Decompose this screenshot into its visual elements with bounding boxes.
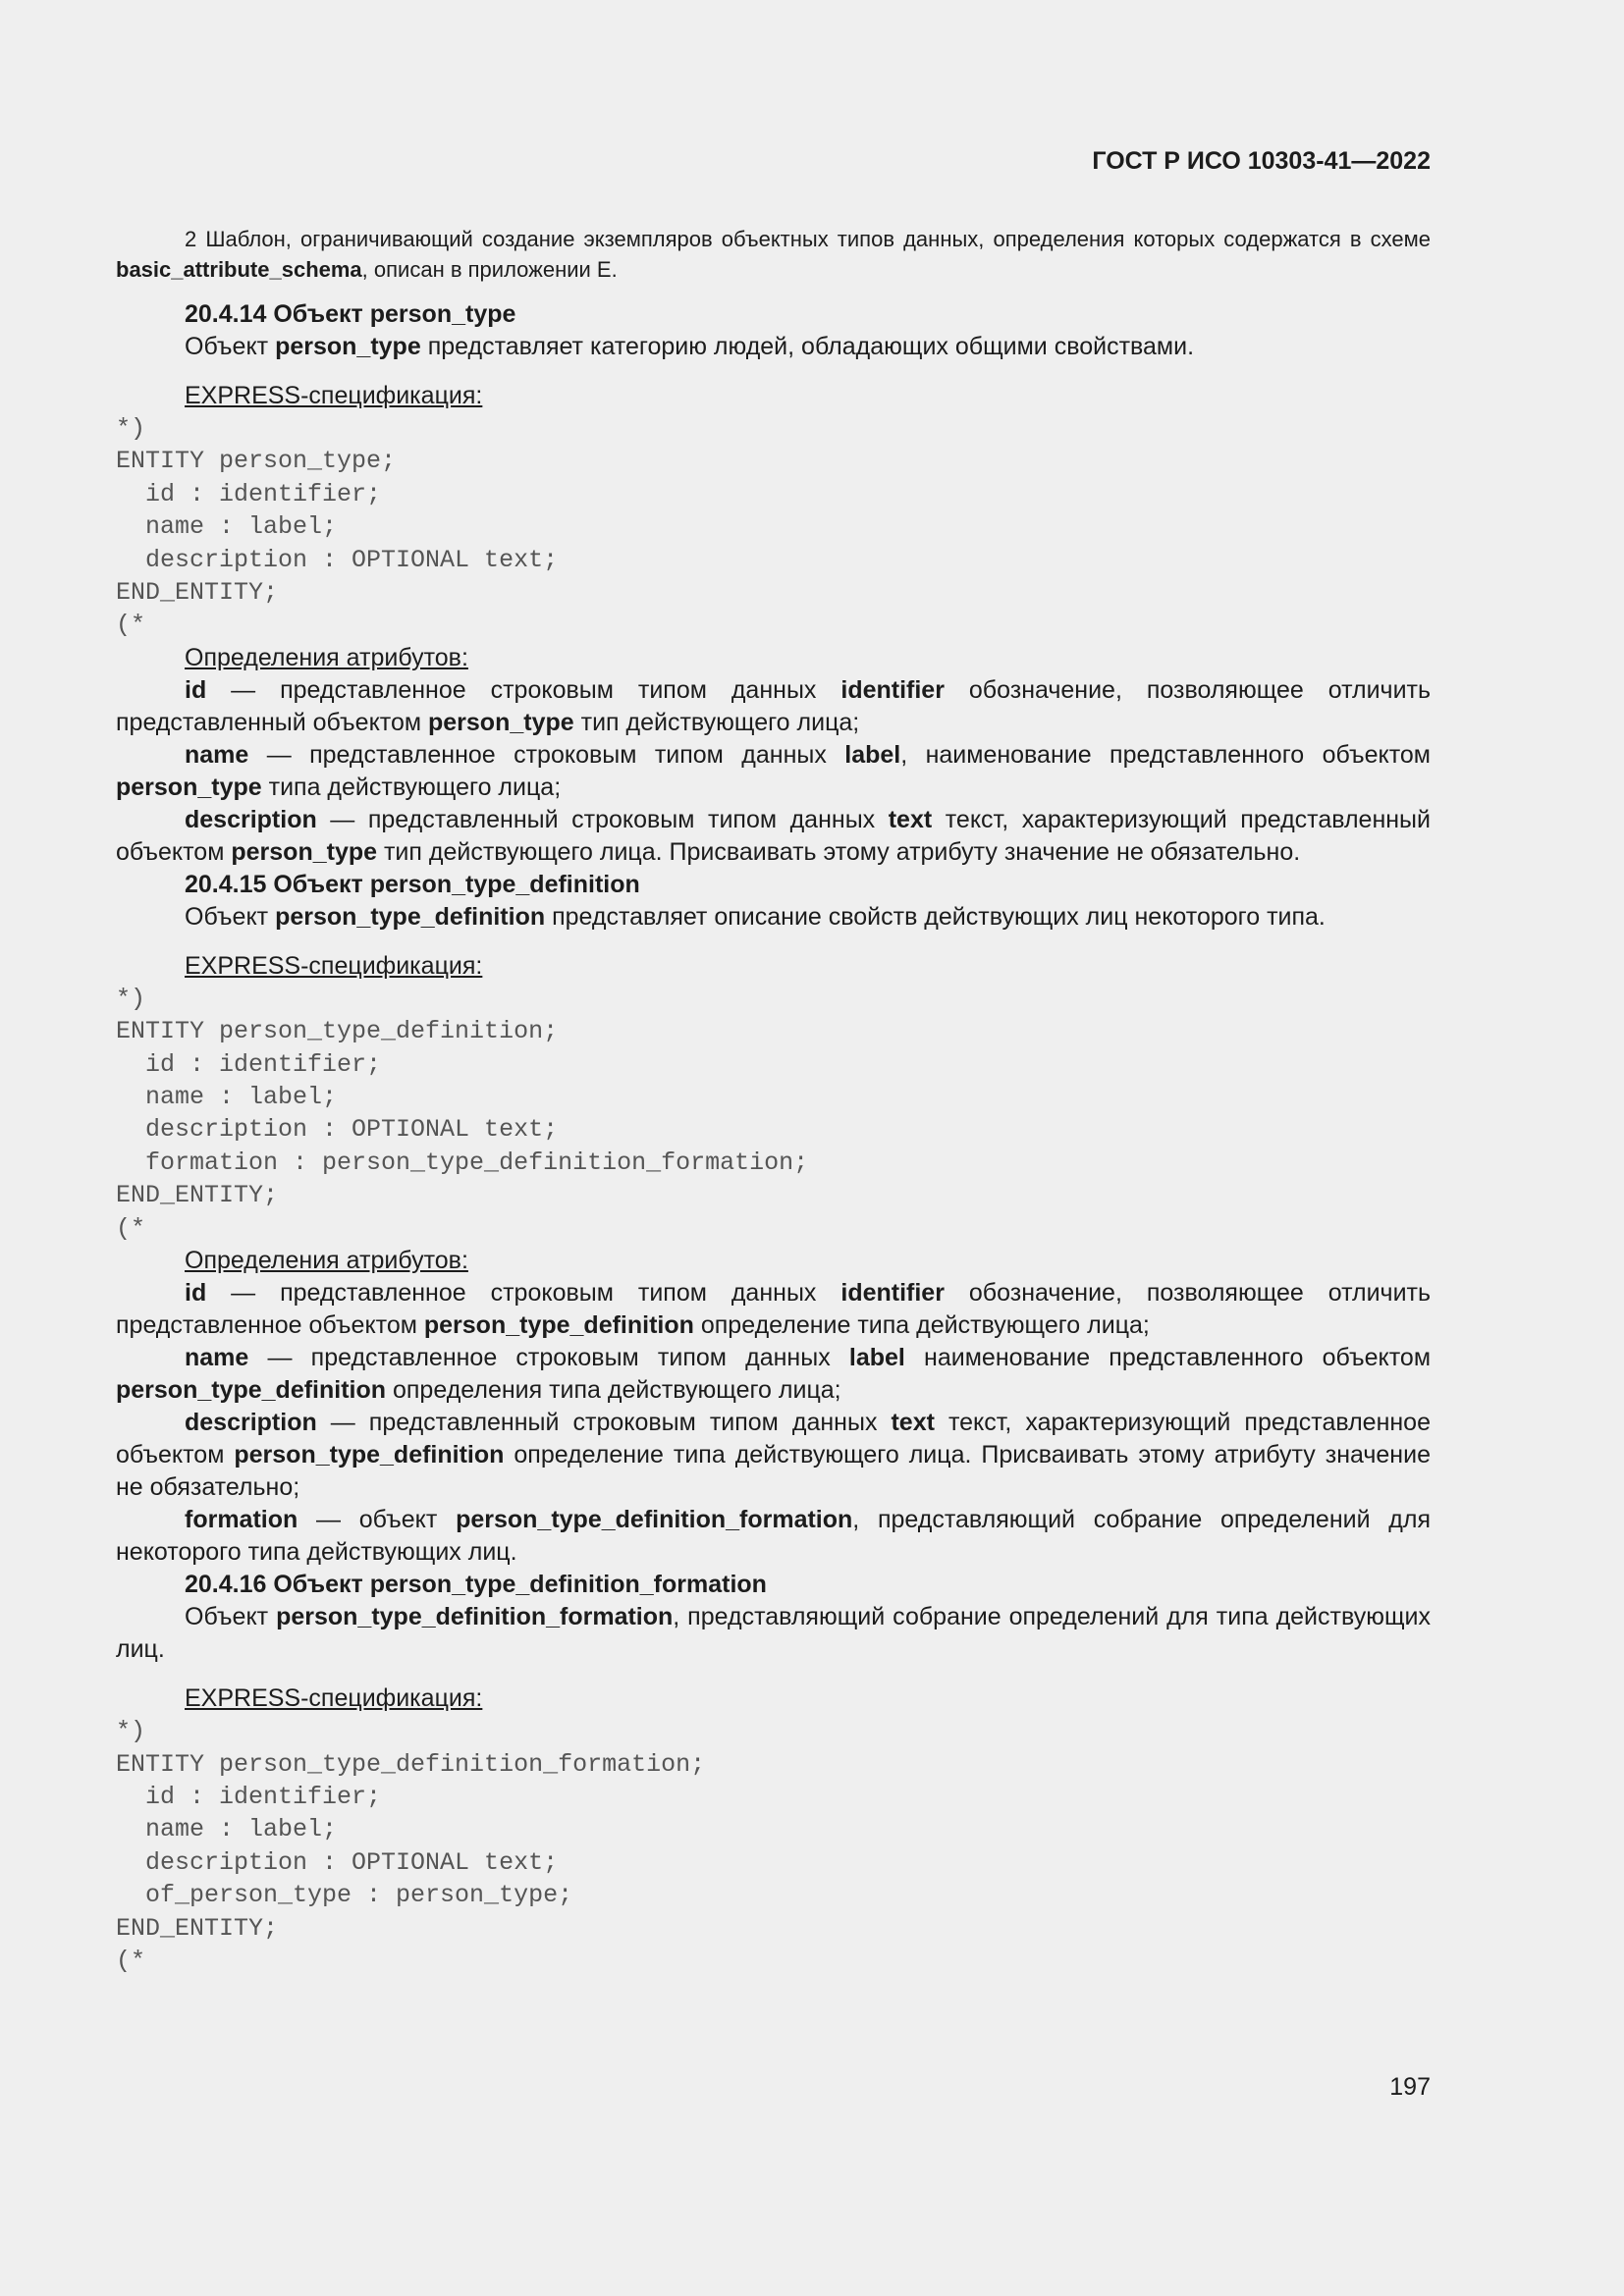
- attr-text: тип действующего лица. Присваивать этому атрибуту значение не обязательно.: [377, 837, 1301, 866]
- section-heading-20-4-14: 20.4.14 Объект person_type: [185, 300, 516, 328]
- attr-entity: person_type: [231, 837, 378, 866]
- section-intro: [116, 1601, 1431, 1666]
- attr-text: определения типа действующего лица;: [386, 1376, 841, 1405]
- intro-term: person_type: [275, 333, 421, 360]
- express-label-text: EXPRESS-спецификация:: [185, 1684, 483, 1713]
- attr-text: , представляющий собрание определений для некоторого типа действующих лиц.: [116, 1506, 1431, 1567]
- attr-text: — представленное строковым типом данных: [248, 740, 845, 769]
- attr-text: — объект: [298, 1506, 457, 1534]
- note-text-end: , описан в приложении E.: [361, 257, 618, 282]
- attr-label-text: Определения атрибутов:: [185, 643, 468, 671]
- attr-text: — представленное строковым типом данных: [248, 1344, 849, 1372]
- attr-text: тип действующего лица;: [573, 708, 860, 736]
- attr-label-text: Определения атрибутов:: [185, 1247, 468, 1275]
- attr-name: id: [185, 675, 207, 704]
- attr-text: — представленное строковым типом данных: [206, 675, 841, 704]
- attr-entity: person_type: [116, 773, 262, 801]
- express-label: [116, 1682, 1431, 1715]
- attr-entity: person_type_definition_formation: [456, 1506, 853, 1534]
- attr-name: id: [185, 1279, 207, 1308]
- attr-type: label: [848, 1344, 905, 1372]
- express-code-block: *) ENTITY person_type; id : identifier; name : label; description : OPTIONAL text; END_ENTITY; (*: [116, 414, 559, 640]
- attr-text: определение типа действующего лица;: [693, 1311, 1150, 1340]
- attr-text: наименование представленного объектом: [904, 1344, 1432, 1372]
- attr-text: текст, характеризующий представленный объектом: [116, 805, 1431, 866]
- attr-text: определение типа действующего лица. Присваивать этому атрибуту значение не обязательно;: [116, 1441, 1431, 1502]
- section-heading-20-4-15: 20.4.15 Объект person_type_definition: [185, 870, 640, 898]
- standard-designation: ГОСТ Р ИСО 10303-41—2022: [1092, 147, 1431, 175]
- attr-text: — представленный строковым типом данных: [316, 805, 889, 833]
- express-label: [116, 380, 1431, 412]
- attr-definitions-label: [116, 1245, 1431, 1277]
- attr-entity: person_type_definition: [116, 1376, 387, 1405]
- attr-text: обозначение, позволяющее отличить представленное объектом: [116, 1279, 1432, 1340]
- intro-term: person_type_definition: [275, 902, 546, 931]
- attr-text: типа действующего лица;: [261, 773, 562, 801]
- attr-text: обозначение, позволяющее отличить представленный объектом: [116, 675, 1432, 736]
- attr-name: name: [185, 740, 249, 769]
- page-number: 197: [1389, 2073, 1431, 2101]
- attr-type: label: [844, 740, 901, 769]
- attr-type: identifier: [840, 675, 945, 704]
- page-content: [116, 224, 1431, 1977]
- attr-def-description: [116, 1407, 1431, 1504]
- attr-name: formation: [185, 1506, 298, 1534]
- attr-entity: person_type_definition: [423, 1311, 694, 1340]
- attr-text: , наименование представленного объектом: [900, 740, 1431, 769]
- attr-text: — представленный строковым типом данных: [316, 1409, 892, 1437]
- attr-definitions-label: [116, 642, 1431, 674]
- attr-def-name: [116, 1342, 1431, 1407]
- attr-type: text: [891, 1409, 935, 1437]
- attr-type: identifier: [840, 1279, 945, 1308]
- express-code-block: *) ENTITY person_type_definition; id : identifier; name : label; description : OPTIONAL text; formation : person_type_definition_formation; END_ENTITY; (*: [116, 984, 809, 1243]
- intro-text-end: представляет категорию людей, обладающих общими свойствами.: [420, 333, 1195, 360]
- intro-text: Объект: [185, 902, 276, 931]
- section-heading-20-4-16: 20.4.16 Объект person_type_definition_formation: [185, 1571, 767, 1599]
- intro-term: person_type_definition_formation: [276, 1603, 674, 1631]
- attr-def-formation: [116, 1504, 1431, 1569]
- section-intro: [116, 331, 1431, 363]
- intro-text-end: представляет описание свойств действующих лиц некоторого типа.: [545, 902, 1326, 931]
- attr-entity: person_type_definition: [234, 1441, 505, 1469]
- attr-name: name: [185, 1344, 249, 1372]
- attr-def-id: [116, 674, 1431, 739]
- attr-type: text: [888, 805, 933, 833]
- attr-name: description: [185, 805, 317, 833]
- express-code-block: *) ENTITY person_type_definition_formation; id : identifier; name : label; description : OPTIONAL text; of_person_type : person_type; END_ENTITY; (*: [116, 1717, 706, 1975]
- note-text: 2 Шаблон, ограничивающий создание экземпляров объектных типов данных, определения которых содержатся в схеме: [185, 227, 1431, 251]
- intro-text: Объект: [185, 1603, 277, 1631]
- intro-text: Объект: [185, 333, 276, 360]
- attr-def-description: [116, 804, 1431, 869]
- express-label-text: EXPRESS-спецификация:: [185, 951, 483, 980]
- note-2: [116, 224, 1431, 285]
- section-intro: [116, 901, 1431, 934]
- express-label-text: EXPRESS-спецификация:: [185, 382, 483, 409]
- attr-entity: person_type: [428, 708, 574, 736]
- attr-def-name: [116, 739, 1431, 804]
- attr-def-id: [116, 1277, 1431, 1342]
- express-label: [116, 950, 1431, 983]
- note-term: basic_attribute_schema: [116, 257, 362, 282]
- intro-text-end: , представляющий собрание определений для типа действующих лиц.: [116, 1603, 1431, 1664]
- attr-name: description: [185, 1409, 317, 1437]
- attr-text: текст, характеризующий представленное объектом: [116, 1409, 1431, 1469]
- attr-text: — представленное строковым типом данных: [206, 1279, 841, 1308]
